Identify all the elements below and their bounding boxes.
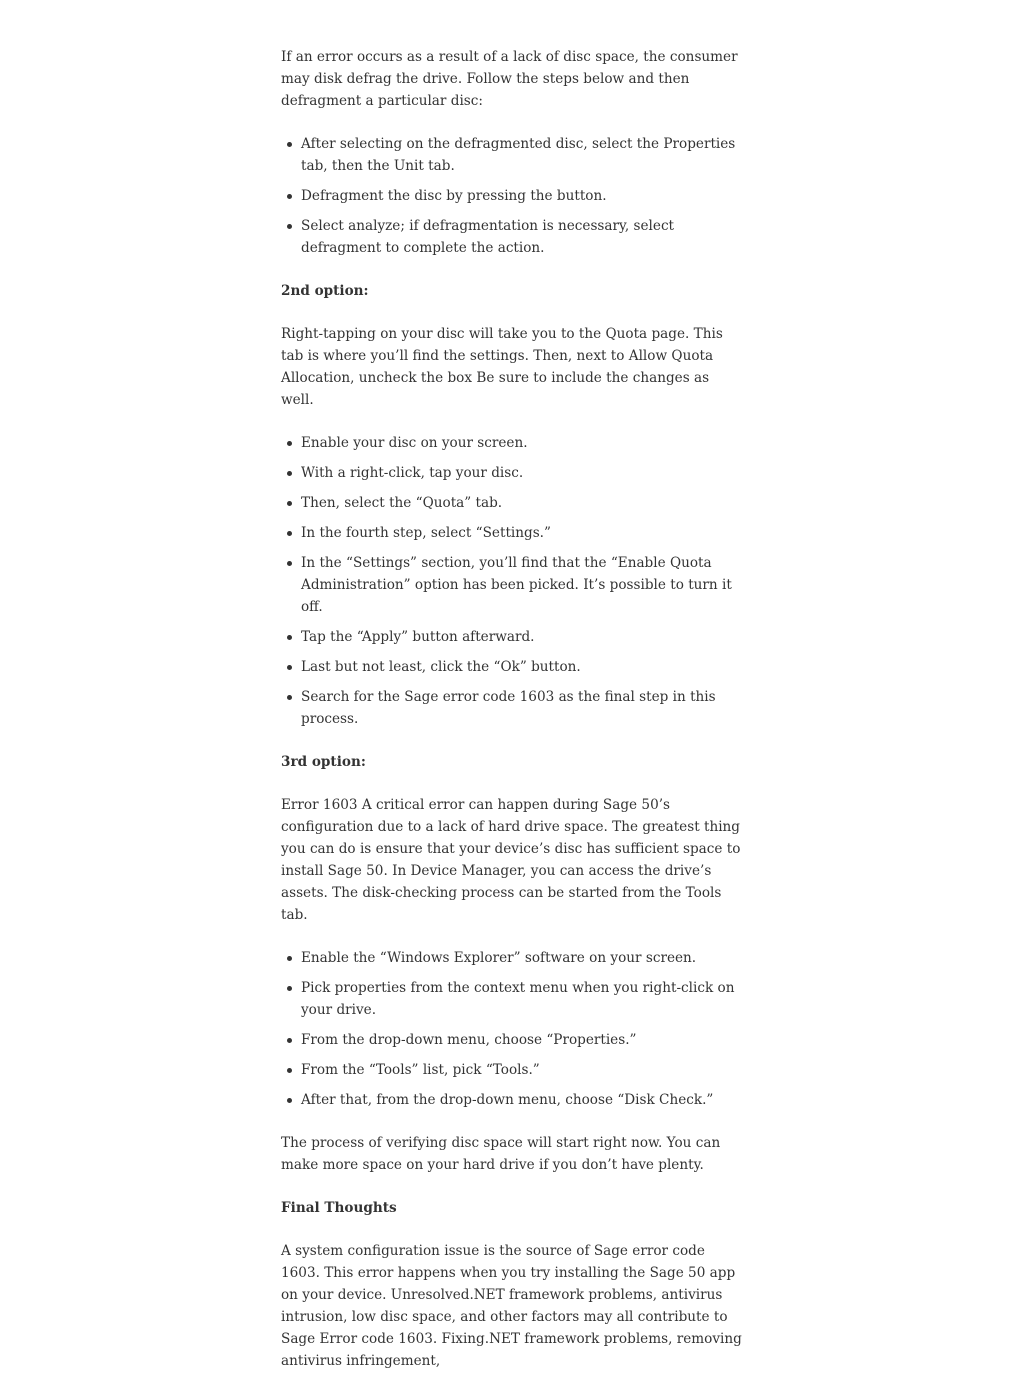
- option-2-heading: 2nd option:: [281, 283, 369, 299]
- list-item: Select analyze; if defragmentation is necessary, select defragment to complete the action.: [301, 215, 743, 259]
- final-thoughts-heading: Final Thoughts: [281, 1200, 397, 1216]
- final-thoughts-paragraph: A system configuration issue is the source of Sage error code 1603. This error happens when you try installing the Sage 50 app on your device. Unresolved.NET framework problems, antivirus intrusion, low disc space, and other factors may all contribute to Sage Error code 1603. Fixing.NET framework problems, removing antivirus infringement,: [281, 1243, 742, 1369]
- list-item: Defragment the disc by pressing the button.: [301, 185, 743, 207]
- option-2-paragraph: Right-tapping on your disc will take you to the Quota page. This tab is where you’ll find the settings. Then, next to Allow Quota Allocation, uncheck the box Be sure to include the changes as well.: [281, 326, 723, 408]
- list-item: From the drop-down menu, choose “Properties.”: [301, 1029, 743, 1051]
- disk-check-steps-list: [281, 947, 743, 1111]
- list-item: With a right-click, tap your disc.: [301, 462, 743, 484]
- list-item: Tap the “Apply” button afterward.: [301, 626, 743, 648]
- intro-paragraph: If an error occurs as a result of a lack of disc space, the consumer may disk defrag the drive. Follow the steps below and then defragment a particular disc:: [281, 49, 738, 109]
- option-3-paragraph: Error 1603 A critical error can happen during Sage 50’s configuration due to a lack of hard drive space. The greatest thing you can do is ensure that your device’s disc has sufficient space to install Sage 50. In Device Manager, you can access the drive’s assets. The disk-checking process can be started from the Tools tab.: [281, 797, 741, 923]
- list-item: In the fourth step, select “Settings.”: [301, 522, 743, 544]
- list-item: Pick properties from the context menu when you right-click on your drive.: [301, 977, 743, 1021]
- list-item: Enable your disc on your screen.: [301, 432, 743, 454]
- list-item: Then, select the “Quota” tab.: [301, 492, 743, 514]
- list-item: Search for the Sage error code 1603 as the final step in this process.: [301, 686, 743, 730]
- list-item: Enable the “Windows Explorer” software on your screen.: [301, 947, 743, 969]
- article-body: [281, 46, 743, 1393]
- option-3-closing-paragraph: The process of verifying disc space will start right now. You can make more space on your hard drive if you don’t have plenty.: [281, 1135, 721, 1173]
- quota-steps-list: [281, 432, 743, 730]
- list-item: In the “Settings” section, you’ll find that the “Enable Quota Administration” option has been picked. It’s possible to turn it off.: [301, 552, 743, 618]
- option-3-heading: 3rd option:: [281, 754, 366, 770]
- list-item: From the “Tools” list, pick “Tools.”: [301, 1059, 743, 1081]
- defrag-steps-list: [281, 133, 743, 259]
- list-item: After selecting on the defragmented disc, select the Properties tab, then the Unit tab.: [301, 133, 743, 177]
- list-item: Last but not least, click the “Ok” button.: [301, 656, 743, 678]
- list-item: After that, from the drop-down menu, choose “Disk Check.”: [301, 1089, 743, 1111]
